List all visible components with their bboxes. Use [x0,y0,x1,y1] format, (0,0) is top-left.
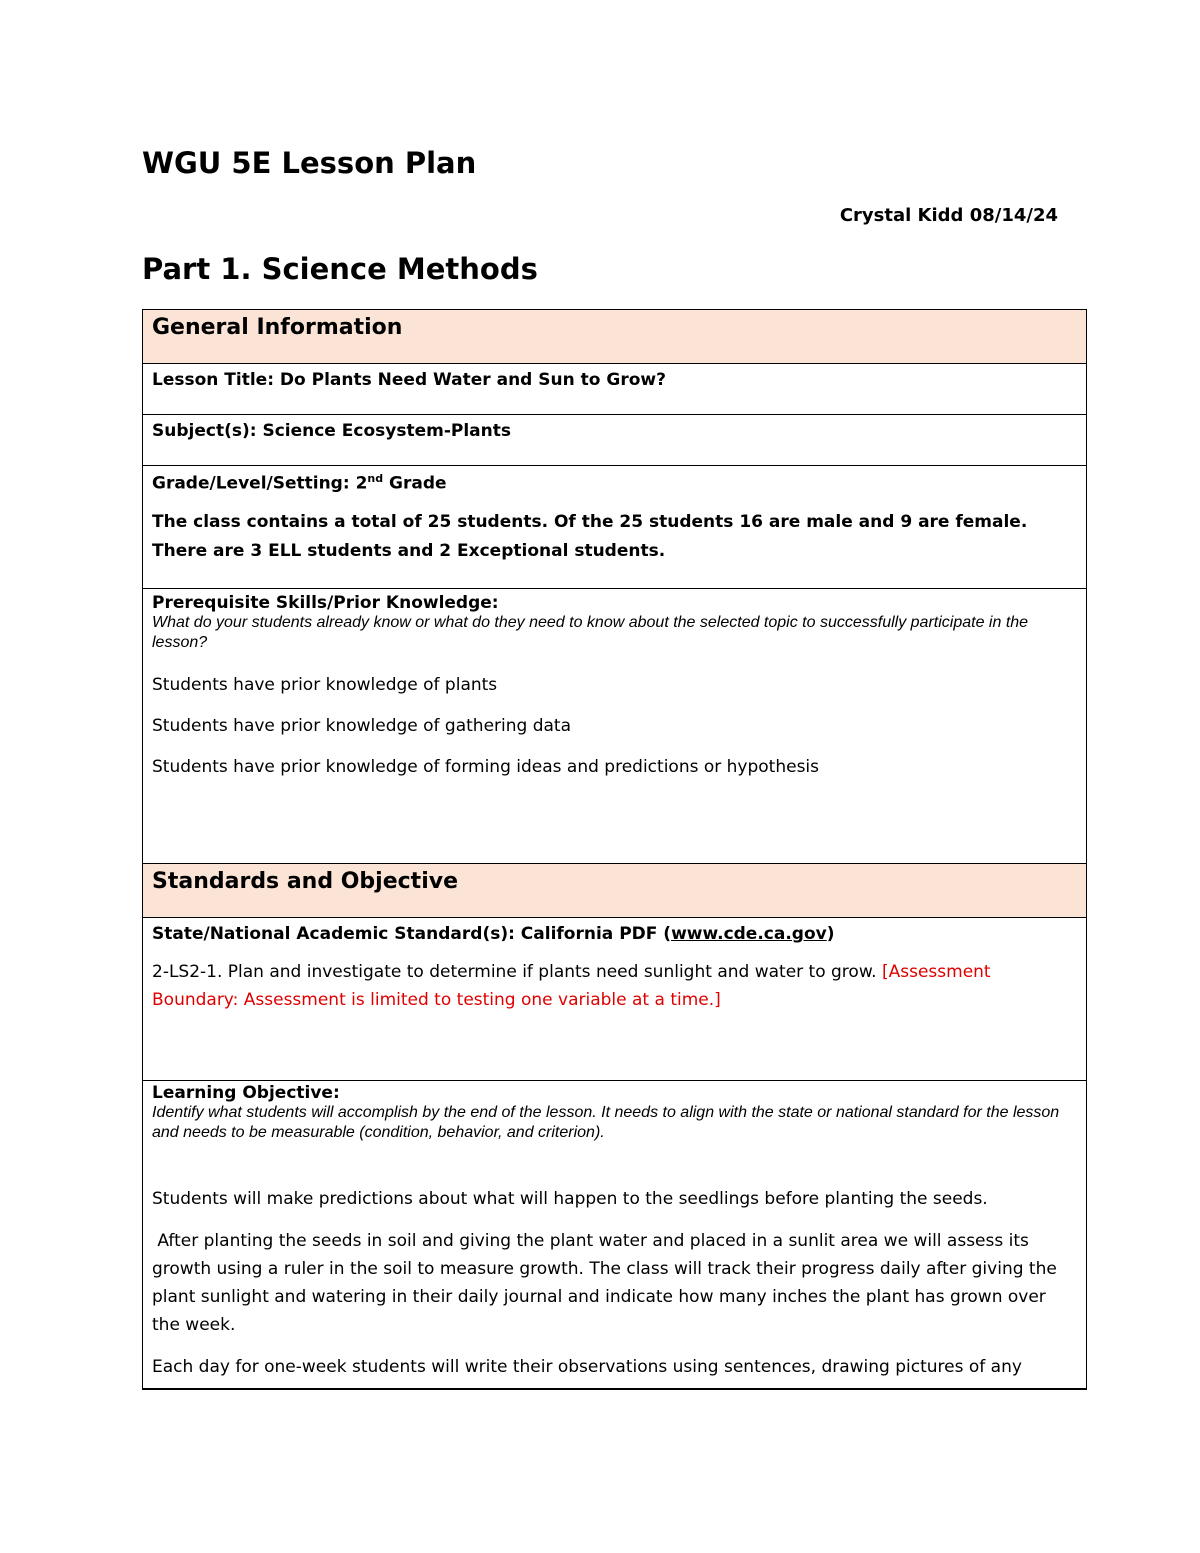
grade-sup: nd [367,472,384,485]
standard-text: 2-LS2-1. Plan and investigate to determine if plants need sunlight and water to grow. [152,962,882,982]
standards-header-row [143,864,1087,918]
part-title: Part 1. Science Methods [142,252,538,286]
subjects: Subject(s): Science Ecosystem-Plants [143,415,1087,466]
standard-description [152,958,1077,1014]
objective-paragraph: Each day for one-week students will write their observations using sentences, drawing pictures of any [152,1357,1022,1377]
standard-row [143,918,1087,1081]
lesson-plan-table [142,309,1087,1390]
prereq-label: Prerequisite Skills/Prior Knowledge: [152,593,499,613]
assessment-boundary: [Assessment Boundary: Assessment is limited to testing one variable at a time.] [152,962,991,1010]
standard-label: State/National Academic Standard(s): California PDF ( [152,924,672,944]
standards-heading: Standards and Objective [143,864,1087,918]
prereq-prompt: What do your students already know or what do they need to know about the selected topic to successfully participate in the lesson? [152,614,1029,651]
standard-link[interactable]: www.cde.ca.gov [671,924,827,944]
prereq-item: Students have prior knowledge of plants [152,675,498,695]
standard-line [152,924,1077,944]
document-title: WGU 5E Lesson Plan [142,146,477,180]
prereq-item: Students have prior knowledge of gathering data [152,716,572,736]
prereq-item: Students have prior knowledge of forming ideas and predictions or hypothesis [152,757,820,777]
grade-row [143,466,1087,589]
prereq-cell [143,589,1087,864]
prereq-row [143,589,1087,864]
subjects-row [143,415,1087,466]
author-date: Crystal Kidd 08/14/24 [839,205,1058,226]
standard-close: ) [826,924,835,944]
standard-cell [143,918,1087,1081]
grade-label: Grade/Level/Setting: 2 [152,473,368,494]
objective-cell [143,1081,1087,1390]
lesson-title: Lesson Title: Do Plants Need Water and Sun to Grow? [143,364,1087,415]
grade-suffix: Grade [383,473,447,494]
lesson-title-row [143,364,1087,415]
grade-level [152,472,1077,494]
class-description: The class contains a total of 25 students. Of the 25 students 16 are male and 9 are female. There are 3 ELL students and 2 Exceptional students. [152,511,1028,561]
objective-paragraph: Students will make predictions about what will happen to the seedlings before planting the seeds. [152,1189,988,1209]
objective-row [143,1081,1087,1390]
grade-cell [143,466,1087,589]
objective-label: Learning Objective: [152,1083,340,1103]
objective-prompt: Identify what students will accomplish by the end of the lesson. It needs to align with the state or national standard for the lesson and needs to be measurable (condition, behavior, and criterion). [152,1104,1060,1141]
general-info-header-row [143,310,1087,364]
objective-paragraph: After planting the seeds in soil and giving the plant water and placed in a sunlit area we will assess its growth using a ruler in the soil to measure growth. The class will track their progress daily after giving the plant sunlight and watering in their daily journal and indicate how many inches the plant has grown over the week. [152,1231,1063,1335]
general-info-heading: General Information [143,310,1087,364]
